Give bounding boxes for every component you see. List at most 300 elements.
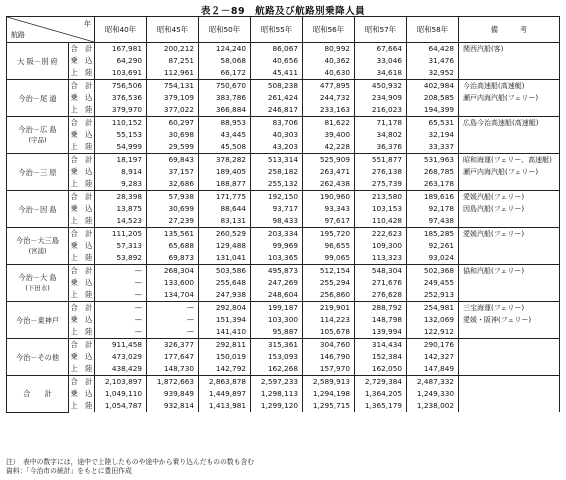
table-row — [7, 228, 560, 241]
value-cell: 153,093 — [251, 351, 303, 363]
value-cell: 31,476 — [407, 55, 459, 67]
value-cell: 531,963 — [407, 154, 459, 167]
value-cell: 110,152 — [95, 117, 147, 130]
remarks-cell: 今治高速船(高速艇) — [459, 80, 560, 93]
route-name: 今治－大 島 — [18, 273, 57, 282]
value-cell: — — [95, 277, 147, 289]
value-cell: 256,860 — [303, 289, 355, 302]
table-row — [7, 215, 560, 228]
sub-label: 上 陸 — [69, 141, 95, 154]
value-cell: 65,688 — [147, 240, 199, 252]
header-year: 昭和50年 — [199, 17, 251, 43]
table-row — [7, 351, 560, 363]
value-cell: 32,952 — [407, 67, 459, 80]
table-row — [7, 129, 560, 141]
table-title: 表２－89 航路及び航路別乗降人員 — [200, 6, 366, 17]
remarks-cell — [459, 277, 560, 289]
value-cell: — — [95, 289, 147, 302]
value-cell: 98,433 — [251, 215, 303, 228]
value-cell: 37,157 — [147, 166, 199, 178]
route-name-cell — [7, 191, 69, 228]
route-name: 今治－広 島 — [18, 125, 57, 134]
passenger-table — [6, 16, 560, 413]
table-row — [7, 178, 560, 191]
table-row — [7, 191, 560, 204]
value-cell: — — [95, 302, 147, 315]
route-name-cell — [7, 80, 69, 117]
value-cell: 263,178 — [407, 178, 459, 191]
value-cell: 152,384 — [355, 351, 407, 363]
route-name-cell — [7, 154, 69, 191]
remarks-cell — [459, 104, 560, 117]
value-cell: 911,458 — [95, 339, 147, 352]
remarks-cell — [459, 363, 560, 376]
value-cell: 36,376 — [355, 141, 407, 154]
value-cell: 314,434 — [355, 339, 407, 352]
value-cell: 43,203 — [251, 141, 303, 154]
value-cell: 97,438 — [407, 215, 459, 228]
value-cell: 142,792 — [199, 363, 251, 376]
remarks-cell: 関西汽船(客) — [459, 43, 560, 56]
table-row — [7, 67, 560, 80]
value-cell: 262,438 — [303, 178, 355, 191]
sub-label: 上 陸 — [69, 326, 95, 339]
remarks-cell: 愛媛汽船(フェリー) — [459, 228, 560, 241]
sub-label: 合 計 — [69, 228, 95, 241]
value-cell: 151,394 — [199, 314, 251, 326]
value-cell: 263,471 — [303, 166, 355, 178]
remarks-cell: 昭和海運(フェリー、高速艇) — [459, 154, 560, 167]
sub-label: 上 陸 — [69, 67, 95, 80]
value-cell: 64,290 — [95, 55, 147, 67]
sub-label: 上 陸 — [69, 215, 95, 228]
sub-label: 上 陸 — [69, 363, 95, 376]
value-cell: 97,617 — [303, 215, 355, 228]
value-cell: 177,647 — [147, 351, 199, 363]
value-cell: 93,024 — [407, 252, 459, 265]
remarks-cell — [459, 388, 560, 400]
route-name: 合 計 — [23, 389, 52, 399]
value-cell: 141,410 — [199, 326, 251, 339]
sub-label: 上 陸 — [69, 400, 95, 412]
remarks-cell — [459, 240, 560, 252]
remarks-cell: 協和汽船(フェリー) — [459, 265, 560, 278]
table-row — [7, 43, 560, 56]
header-year: 昭和56年 — [303, 17, 355, 43]
value-cell: 1,295,715 — [303, 400, 355, 412]
value-cell: 133,600 — [147, 277, 199, 289]
value-cell: 103,300 — [251, 314, 303, 326]
value-cell: 525,909 — [303, 154, 355, 167]
remarks-cell — [459, 289, 560, 302]
remarks-cell — [459, 129, 560, 141]
route-name-cell — [7, 302, 69, 339]
value-cell: 932,814 — [147, 400, 199, 412]
value-cell: 135,561 — [147, 228, 199, 241]
value-cell: 113,323 — [355, 252, 407, 265]
value-cell: 1,049,110 — [95, 388, 147, 400]
header-route-label: 航路 — [11, 31, 25, 39]
value-cell: 222,623 — [355, 228, 407, 241]
sub-label: 上 陸 — [69, 252, 95, 265]
value-cell: 2,729,384 — [355, 376, 407, 389]
value-cell: 208,585 — [407, 92, 459, 104]
value-cell: 268,304 — [147, 265, 199, 278]
route-name: 今治－尾 道 — [18, 93, 57, 103]
remarks-cell — [459, 326, 560, 339]
sub-label: 乗 込 — [69, 92, 95, 104]
value-cell: 139,994 — [355, 326, 407, 339]
value-cell: 57,938 — [147, 191, 199, 204]
value-cell: 80,992 — [303, 43, 355, 56]
remarks-cell — [459, 376, 560, 389]
value-cell: 268,785 — [407, 166, 459, 178]
value-cell: 1,054,787 — [95, 400, 147, 412]
route-name: 今治－大三島 — [15, 236, 60, 245]
value-cell: 30,699 — [147, 203, 199, 215]
value-cell: 114,223 — [303, 314, 355, 326]
value-cell: 93,717 — [251, 203, 303, 215]
value-cell: 122,912 — [407, 326, 459, 339]
route-name: 今治－その他 — [15, 352, 60, 362]
value-cell: 66,172 — [199, 67, 251, 80]
value-cell: 2,487,332 — [407, 376, 459, 389]
value-cell: 129,488 — [199, 240, 251, 252]
sub-label: 乗 込 — [69, 351, 95, 363]
value-cell: 96,655 — [303, 240, 355, 252]
route-name-cell — [7, 265, 69, 302]
value-cell: 53,892 — [95, 252, 147, 265]
value-cell: 195,720 — [303, 228, 355, 241]
route-name: 今治－三 原 — [18, 167, 57, 177]
remarks-cell — [459, 67, 560, 80]
value-cell: 292,804 — [199, 302, 251, 315]
remarks-cell — [459, 178, 560, 191]
value-cell: 148,798 — [355, 314, 407, 326]
value-cell: 219,901 — [303, 302, 355, 315]
value-cell: 28,398 — [95, 191, 147, 204]
value-cell: 247,938 — [199, 289, 251, 302]
sub-label: 乗 込 — [69, 388, 95, 400]
remarks-cell — [459, 400, 560, 412]
remarks-cell: 瀬戸内海汽船(フェリー) — [459, 166, 560, 178]
value-cell: 157,970 — [303, 363, 355, 376]
table-row — [7, 326, 560, 339]
value-cell: 255,648 — [199, 277, 251, 289]
route-subname: (宮浦) — [28, 247, 47, 255]
header-year: 昭和57年 — [355, 17, 407, 43]
value-cell: 58,068 — [199, 55, 251, 67]
value-cell: 326,377 — [147, 339, 199, 352]
value-cell: 199,187 — [251, 302, 303, 315]
sub-label: 上 陸 — [69, 178, 95, 191]
table-row — [7, 240, 560, 252]
value-cell: 40,630 — [303, 67, 355, 80]
route-name: 今治－因 島 — [18, 204, 57, 214]
remarks-cell — [459, 339, 560, 352]
value-cell: 9,283 — [95, 178, 147, 191]
table-row — [7, 203, 560, 215]
value-cell: — — [95, 314, 147, 326]
sub-label: 乗 込 — [69, 55, 95, 67]
value-cell: 376,536 — [95, 92, 147, 104]
value-cell: 379,970 — [95, 104, 147, 117]
header-year: 昭和40年 — [95, 17, 147, 43]
sub-label: 乗 込 — [69, 277, 95, 289]
route-name-cell — [7, 228, 69, 265]
value-cell: 99,065 — [303, 252, 355, 265]
value-cell: 34,618 — [355, 67, 407, 80]
value-cell: 190,960 — [303, 191, 355, 204]
header-remarks: 備 考 — [459, 17, 560, 43]
value-cell: 548,304 — [355, 265, 407, 278]
sub-label: 合 計 — [69, 117, 95, 130]
value-cell: 54,999 — [95, 141, 147, 154]
value-cell: 40,656 — [251, 55, 303, 67]
value-cell: 290,176 — [407, 339, 459, 352]
sub-label: 合 計 — [69, 376, 95, 389]
remarks-cell — [459, 141, 560, 154]
route-name-cell — [7, 339, 69, 376]
value-cell: 92,178 — [407, 203, 459, 215]
value-cell: 213,580 — [355, 191, 407, 204]
value-cell: 377,022 — [147, 104, 199, 117]
value-cell: 34,802 — [355, 129, 407, 141]
table-row — [7, 302, 560, 315]
value-cell: 189,405 — [199, 166, 251, 178]
value-cell: 99,969 — [251, 240, 303, 252]
sub-label: 乗 込 — [69, 203, 95, 215]
value-cell: 247,269 — [251, 277, 303, 289]
value-cell: 65,531 — [407, 117, 459, 130]
value-cell: 103,153 — [355, 203, 407, 215]
value-cell: 248,604 — [251, 289, 303, 302]
value-cell: 200,212 — [147, 43, 199, 56]
value-cell: 513,314 — [251, 154, 303, 167]
value-cell: 233,163 — [303, 104, 355, 117]
remarks-cell: 瀬戸内海汽船(フェリー) — [459, 92, 560, 104]
table-row — [7, 363, 560, 376]
value-cell: 69,873 — [147, 252, 199, 265]
value-cell: 192,150 — [251, 191, 303, 204]
table-row — [7, 80, 560, 93]
value-cell: 42,228 — [303, 141, 355, 154]
value-cell: 244,732 — [303, 92, 355, 104]
route-name-cell — [7, 376, 69, 413]
value-cell: 402,984 — [407, 80, 459, 93]
value-cell: 288,792 — [355, 302, 407, 315]
value-cell: 750,670 — [199, 80, 251, 93]
value-cell: 45,411 — [251, 67, 303, 80]
table-row — [7, 55, 560, 67]
value-cell: 252,913 — [407, 289, 459, 302]
value-cell: — — [147, 314, 199, 326]
value-cell: 69,843 — [147, 154, 199, 167]
remarks-cell — [459, 215, 560, 228]
value-cell: 110,428 — [355, 215, 407, 228]
table-row — [7, 277, 560, 289]
table-row — [7, 92, 560, 104]
remarks-cell — [459, 252, 560, 265]
table-row — [7, 117, 560, 130]
value-cell: 1,299,120 — [251, 400, 303, 412]
value-cell: 18,197 — [95, 154, 147, 167]
remarks-cell: 因島汽船(フェリー) — [459, 203, 560, 215]
value-cell: 502,368 — [407, 265, 459, 278]
value-cell: 131,041 — [199, 252, 251, 265]
remarks-cell — [459, 351, 560, 363]
value-cell: 45,508 — [199, 141, 251, 154]
value-cell: 1,249,330 — [407, 388, 459, 400]
remarks-cell: 愛媛汽船(フェリー) — [459, 191, 560, 204]
value-cell: 438,429 — [95, 363, 147, 376]
value-cell: 246,817 — [251, 104, 303, 117]
value-cell: 105,678 — [303, 326, 355, 339]
sub-label: 合 計 — [69, 154, 95, 167]
value-cell: 495,873 — [251, 265, 303, 278]
sub-label: 合 計 — [69, 80, 95, 93]
value-cell: 148,730 — [147, 363, 199, 376]
value-cell: 271,676 — [355, 277, 407, 289]
route-subname: (下田水) — [25, 284, 50, 292]
value-cell: 132,069 — [407, 314, 459, 326]
value-cell: 249,455 — [407, 277, 459, 289]
value-cell: 40,362 — [303, 55, 355, 67]
value-cell: 276,138 — [355, 166, 407, 178]
value-cell: 1,413,981 — [199, 400, 251, 412]
value-cell: 1,294,198 — [303, 388, 355, 400]
value-cell: 33,046 — [355, 55, 407, 67]
value-cell: 112,961 — [147, 67, 199, 80]
sub-label: 合 計 — [69, 191, 95, 204]
value-cell: 366,884 — [199, 104, 251, 117]
value-cell: 87,251 — [147, 55, 199, 67]
table-row — [7, 166, 560, 178]
sub-label: 合 計 — [69, 339, 95, 352]
value-cell: 1,298,113 — [251, 388, 303, 400]
value-cell: 450,932 — [355, 80, 407, 93]
value-cell: 754,131 — [147, 80, 199, 93]
footnote-note: 注） 表中の数字には，途中で上陸したものや途中から乗り込んだものの数も含む — [6, 458, 255, 466]
value-cell: 189,616 — [407, 191, 459, 204]
value-cell: 29,599 — [147, 141, 199, 154]
table-row — [7, 314, 560, 326]
route-name-cell — [7, 117, 69, 154]
value-cell: 1,872,663 — [147, 376, 199, 389]
value-cell: — — [147, 302, 199, 315]
value-cell: 185,285 — [407, 228, 459, 241]
header-corner — [7, 17, 95, 43]
table-row — [7, 339, 560, 352]
value-cell: 103,691 — [95, 67, 147, 80]
value-cell: 111,205 — [95, 228, 147, 241]
value-cell: 33,337 — [407, 141, 459, 154]
table-row — [7, 252, 560, 265]
value-cell: 315,361 — [251, 339, 303, 352]
value-cell: 551,877 — [355, 154, 407, 167]
value-cell: 304,760 — [303, 339, 355, 352]
value-cell: 2,589,913 — [303, 376, 355, 389]
table-row — [7, 265, 560, 278]
value-cell: 292,811 — [199, 339, 251, 352]
sub-label: 合 計 — [69, 43, 95, 56]
value-cell: 1,449,897 — [199, 388, 251, 400]
value-cell: 55,153 — [95, 129, 147, 141]
footnote-source: 資料：「今治市の統計」をもとに豊田作成 — [6, 467, 132, 475]
value-cell: 124,240 — [199, 43, 251, 56]
table-row — [7, 376, 560, 389]
value-cell: 756,506 — [95, 80, 147, 93]
value-cell: 95,887 — [251, 326, 303, 339]
value-cell: 383,786 — [199, 92, 251, 104]
sub-label: 乗 込 — [69, 129, 95, 141]
value-cell: 512,154 — [303, 265, 355, 278]
value-cell: 188,877 — [199, 178, 251, 191]
sub-label: 合 計 — [69, 265, 95, 278]
value-cell: 14,523 — [95, 215, 147, 228]
value-cell: 71,178 — [355, 117, 407, 130]
value-cell: 234,909 — [355, 92, 407, 104]
value-cell: 67,664 — [355, 43, 407, 56]
value-cell: 142,327 — [407, 351, 459, 363]
value-cell: 27,239 — [147, 215, 199, 228]
sub-label: 乗 込 — [69, 314, 95, 326]
value-cell: 258,182 — [251, 166, 303, 178]
value-cell: 40,303 — [251, 129, 303, 141]
value-cell: 60,297 — [147, 117, 199, 130]
value-cell: 134,704 — [147, 289, 199, 302]
value-cell: 194,399 — [407, 104, 459, 117]
value-cell: 30,698 — [147, 129, 199, 141]
value-cell: 260,529 — [199, 228, 251, 241]
value-cell: 146,790 — [303, 351, 355, 363]
table-row — [7, 141, 560, 154]
value-cell: 162,268 — [251, 363, 303, 376]
value-cell: 150,019 — [199, 351, 251, 363]
value-cell: 216,023 — [355, 104, 407, 117]
value-cell: 2,597,233 — [251, 376, 303, 389]
remarks-cell — [459, 55, 560, 67]
value-cell: 1,238,002 — [407, 400, 459, 412]
value-cell: — — [147, 326, 199, 339]
value-cell: 171,775 — [199, 191, 251, 204]
value-cell: 255,294 — [303, 277, 355, 289]
remarks-cell: 三宝海運(フェリー) — [459, 302, 560, 315]
value-cell: 92,261 — [407, 240, 459, 252]
value-cell: — — [95, 265, 147, 278]
header-year: 昭和45年 — [147, 17, 199, 43]
sub-label: 乗 込 — [69, 166, 95, 178]
value-cell: 32,194 — [407, 129, 459, 141]
value-cell: 39,400 — [303, 129, 355, 141]
value-cell: 508,238 — [251, 80, 303, 93]
sub-label: 上 陸 — [69, 104, 95, 117]
value-cell: 83,131 — [199, 215, 251, 228]
value-cell: 64,428 — [407, 43, 459, 56]
value-cell: 255,132 — [251, 178, 303, 191]
value-cell: 109,300 — [355, 240, 407, 252]
header-year: 昭和58年 — [407, 17, 459, 43]
value-cell: 32,686 — [147, 178, 199, 191]
value-cell: 83,706 — [251, 117, 303, 130]
route-name: 大 阪－別 府 — [17, 56, 58, 66]
value-cell: 254,981 — [407, 302, 459, 315]
value-cell: 378,282 — [199, 154, 251, 167]
sub-label: 上 陸 — [69, 289, 95, 302]
value-cell: 276,628 — [355, 289, 407, 302]
value-cell: 1,365,179 — [355, 400, 407, 412]
value-cell: 473,029 — [95, 351, 147, 363]
